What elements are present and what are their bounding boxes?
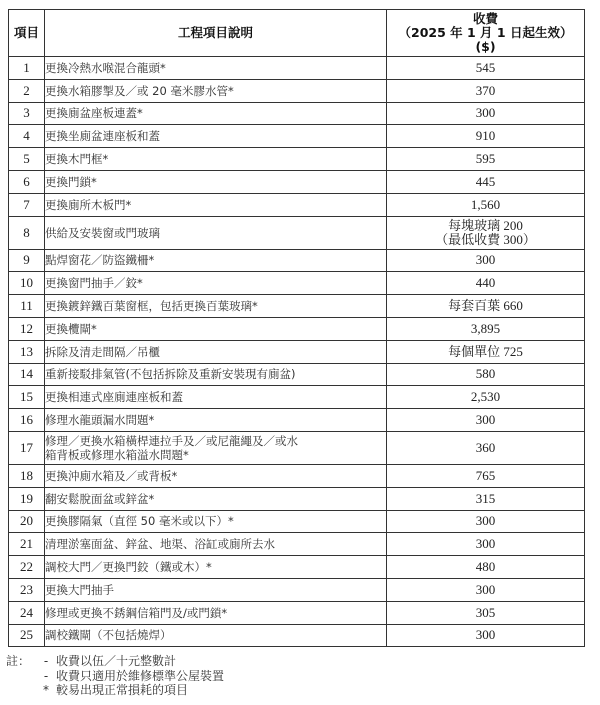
table-row [9, 125, 585, 148]
item-description: 更換膠隔氣（直徑 50 毫米或以下）* [45, 510, 387, 533]
item-description: 更換鍍鋅鐵百葉窗框，包括更換百葉玻璃* [45, 295, 387, 318]
item-description: 更換窗門抽手／鉸* [45, 272, 387, 295]
note-text: 較易出現正常損耗的項目 [56, 683, 189, 697]
note-dash-marker: - [43, 654, 49, 668]
item-fee [387, 295, 585, 318]
table-row [9, 464, 585, 487]
item-fee [387, 464, 585, 487]
item-number: 22 [9, 556, 45, 579]
table-row [9, 272, 585, 295]
table-row [9, 487, 585, 510]
header-fee [387, 10, 585, 57]
item-number: 12 [9, 317, 45, 340]
note-asterisk-marker: * [43, 683, 49, 697]
item-fee [387, 510, 585, 533]
item-fee-line: 每塊玻璃 200 [448, 217, 523, 233]
item-description: 更換坐廁盆連座板和蓋 [45, 125, 387, 148]
item-fee [387, 193, 585, 216]
item-description: 調校鐵閘（不包括燒焊） [45, 624, 387, 647]
item-fee-line: 370 [475, 82, 496, 98]
item-number: 13 [9, 340, 45, 363]
item-fee [387, 216, 585, 249]
item-fee-line: 445 [475, 173, 496, 189]
item-fee-line: 305 [475, 604, 496, 620]
item-description: 修理水龍頭漏水問題* [45, 409, 387, 432]
header-fee-currency: ($) [475, 39, 496, 54]
item-fee-line: 480 [475, 559, 496, 575]
item-description: 更換大門抽手 [45, 578, 387, 601]
item-fee [387, 170, 585, 193]
table-row [9, 340, 585, 363]
item-fee [387, 340, 585, 363]
table-row [9, 601, 585, 624]
item-fee [387, 601, 585, 624]
item-description: 調校大門／更換門鉸（鐵或木）* [45, 556, 387, 579]
item-description: 更換水箱膠掣及／或 20 毫米膠水管* [45, 79, 387, 102]
item-fee-line: 300 [475, 581, 496, 597]
item-fee [387, 578, 585, 601]
table-row [9, 510, 585, 533]
table-row [9, 556, 585, 579]
item-description-line: 箱背板或修理水箱溢水問題* [45, 447, 189, 462]
table-row [9, 409, 585, 432]
item-description: 更換木門框* [45, 148, 387, 171]
item-fee [387, 556, 585, 579]
item-fee [387, 363, 585, 386]
table-row [9, 624, 585, 647]
item-number: 21 [9, 533, 45, 556]
table-row [9, 79, 585, 102]
item-fee [387, 125, 585, 148]
item-fee [387, 533, 585, 556]
item-number: 19 [9, 487, 45, 510]
item-fee-line: 545 [475, 59, 496, 75]
item-number: 18 [9, 464, 45, 487]
item-fee-line: 910 [475, 128, 496, 144]
table-row [9, 578, 585, 601]
header-fee-effective-date: （2025 年 1 月 1 日起生效） [398, 25, 573, 40]
table-row [9, 533, 585, 556]
item-fee [387, 249, 585, 272]
item-description: 點焊窗花／防盜鐵柵* [45, 249, 387, 272]
item-description: 翻安鬆脫面盆或鋅盆* [45, 487, 387, 510]
item-fee-line: 580 [475, 366, 496, 382]
item-description: 更換相連式座廁連座板和蓋 [45, 386, 387, 409]
note-item [6, 683, 224, 698]
table-row [9, 148, 585, 171]
item-fee-line: 2,530 [470, 389, 501, 405]
item-number: 1 [9, 57, 45, 80]
item-fee-line: 315 [475, 490, 496, 506]
item-number: 2 [9, 79, 45, 102]
table-row [9, 317, 585, 340]
item-description: 更換門鎖* [45, 170, 387, 193]
table-row [9, 386, 585, 409]
item-fee-line: 440 [475, 275, 496, 291]
item-fee [387, 487, 585, 510]
item-number: 4 [9, 125, 45, 148]
note-text: 收費以伍／十元整數計 [56, 654, 177, 668]
item-fee [387, 148, 585, 171]
item-fee [387, 79, 585, 102]
item-fee-line: 每個單位 725 [448, 343, 523, 359]
header-description: 工程項目說明 [45, 10, 387, 57]
item-fee-line: 360 [475, 439, 496, 455]
item-number: 5 [9, 148, 45, 171]
table-row [9, 102, 585, 125]
item-description: 更換欖閘* [45, 317, 387, 340]
item-fee-line: 300 [475, 513, 496, 529]
table-header-row [9, 10, 585, 57]
table-row [9, 57, 585, 80]
item-number: 11 [9, 295, 45, 318]
item-fee-line: 300 [475, 536, 496, 552]
item-fee-line: 300 [475, 412, 496, 428]
item-number: 23 [9, 578, 45, 601]
item-description-line: 修理／更換水箱橫桿連拉手及／或尼龍繩及／或水 [45, 433, 298, 448]
item-number: 16 [9, 409, 45, 432]
item-fee [387, 431, 585, 464]
table-row [9, 363, 585, 386]
item-number: 10 [9, 272, 45, 295]
item-number: 25 [9, 624, 45, 647]
item-description [45, 431, 387, 464]
header-fee-title: 收費 [472, 11, 498, 26]
table-row [9, 249, 585, 272]
note-dash-marker: - [43, 668, 49, 683]
item-description: 更換冷熱水喉混合龍頭* [45, 57, 387, 80]
item-description: 更換廁盆座板連蓋* [45, 102, 387, 125]
item-fee [387, 624, 585, 647]
table-row [9, 431, 585, 464]
notes-label: 註： [6, 654, 31, 668]
item-fee-line: 300 [475, 627, 496, 643]
item-description: 供給及安裝窗或門玻璃 [45, 216, 387, 249]
item-fee [387, 317, 585, 340]
item-description: 更換沖廁水箱及／或背板* [45, 464, 387, 487]
item-fee-line: （最低收費 300） [435, 231, 536, 247]
item-number: 17 [9, 431, 45, 464]
item-number: 8 [9, 216, 45, 249]
table-row [9, 295, 585, 318]
item-description: 清理淤塞面盆、鋅盆、地渠、浴缸或廁所去水 [45, 533, 387, 556]
item-description: 重新接駁排氣管(不包括拆除及重新安裝現有廁盆) [45, 363, 387, 386]
item-fee [387, 102, 585, 125]
item-number: 20 [9, 510, 45, 533]
item-number: 7 [9, 193, 45, 216]
item-fee-line: 1,560 [470, 196, 501, 212]
item-number: 24 [9, 601, 45, 624]
item-number: 9 [9, 249, 45, 272]
note-text: 收費只適用於維修標準公屋裝置 [56, 668, 225, 683]
note-item [6, 669, 224, 684]
item-fee-line: 300 [475, 252, 496, 268]
item-fee [387, 409, 585, 432]
header-item-no: 項目 [9, 10, 45, 57]
item-fee [387, 272, 585, 295]
item-description: 修理或更換不銹鋼信箱門及/或門鎖* [45, 601, 387, 624]
item-number: 15 [9, 386, 45, 409]
table-row [9, 193, 585, 216]
item-fee [387, 57, 585, 80]
item-number: 3 [9, 102, 45, 125]
item-number: 14 [9, 363, 45, 386]
fee-schedule-table [8, 9, 585, 647]
item-fee [387, 386, 585, 409]
notes-section [6, 654, 224, 698]
table-row [9, 170, 585, 193]
item-fee-line: 765 [475, 467, 496, 483]
item-description: 更換廁所木板門* [45, 193, 387, 216]
item-fee-line: 每套百葉 660 [448, 298, 523, 314]
item-number: 6 [9, 170, 45, 193]
item-description: 拆除及清走間隔／吊櫃 [45, 340, 387, 363]
table-row [9, 216, 585, 249]
item-fee-line: 3,895 [470, 320, 501, 336]
item-fee-line: 300 [475, 105, 496, 121]
note-item [6, 654, 224, 669]
item-fee-line: 595 [475, 151, 496, 167]
